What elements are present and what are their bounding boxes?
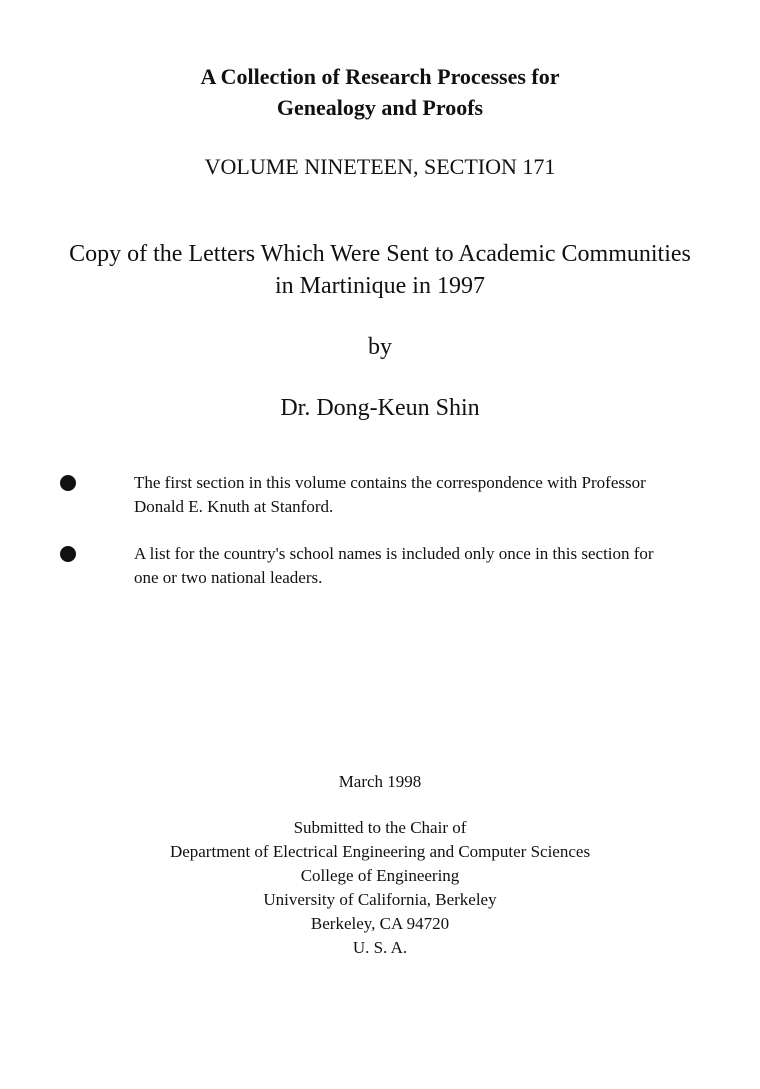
submitted-line: Submitted to the Chair of — [293, 818, 467, 837]
volume-heading: VOLUME NINETEEN, SECTION 171 — [204, 154, 556, 179]
title-line-1: A Collection of Research Processes for — [200, 64, 560, 89]
subtitle-line-1: Copy of the Letters Which Were Sent to Academic Communities — [69, 241, 691, 267]
title-line-2: Genealogy and Proofs — [276, 95, 484, 120]
by-label: by — [368, 334, 392, 360]
note-item-1-line-2: Donald E. Knuth at Stanford. — [134, 497, 334, 516]
bullet-icon — [60, 475, 76, 491]
city-line: Berkeley, CA 94720 — [310, 914, 450, 933]
author-name: Dr. Dong-Keun Shin — [280, 395, 480, 421]
country-line: U. S. A. — [352, 938, 408, 957]
note-item-2 — [134, 542, 714, 590]
note-item-2-line-1: A list for the country's school names is included only once in this section for — [134, 544, 654, 563]
university-line: University of California, Berkeley — [263, 890, 497, 909]
college-line: College of Engineering — [300, 866, 460, 885]
note-item-2-line-2: one or two national leaders. — [134, 568, 323, 587]
bullet-icon — [60, 546, 76, 562]
note-item-1-line-1: The first section in this volume contains the correspondence with Professor — [134, 473, 646, 492]
department-line: Department of Electrical Engineering and Computer Sciences — [169, 842, 591, 861]
note-item-1 — [134, 471, 714, 519]
subtitle-line-2: in Martinique in 1997 — [275, 273, 485, 299]
date-line: March 1998 — [338, 772, 422, 791]
